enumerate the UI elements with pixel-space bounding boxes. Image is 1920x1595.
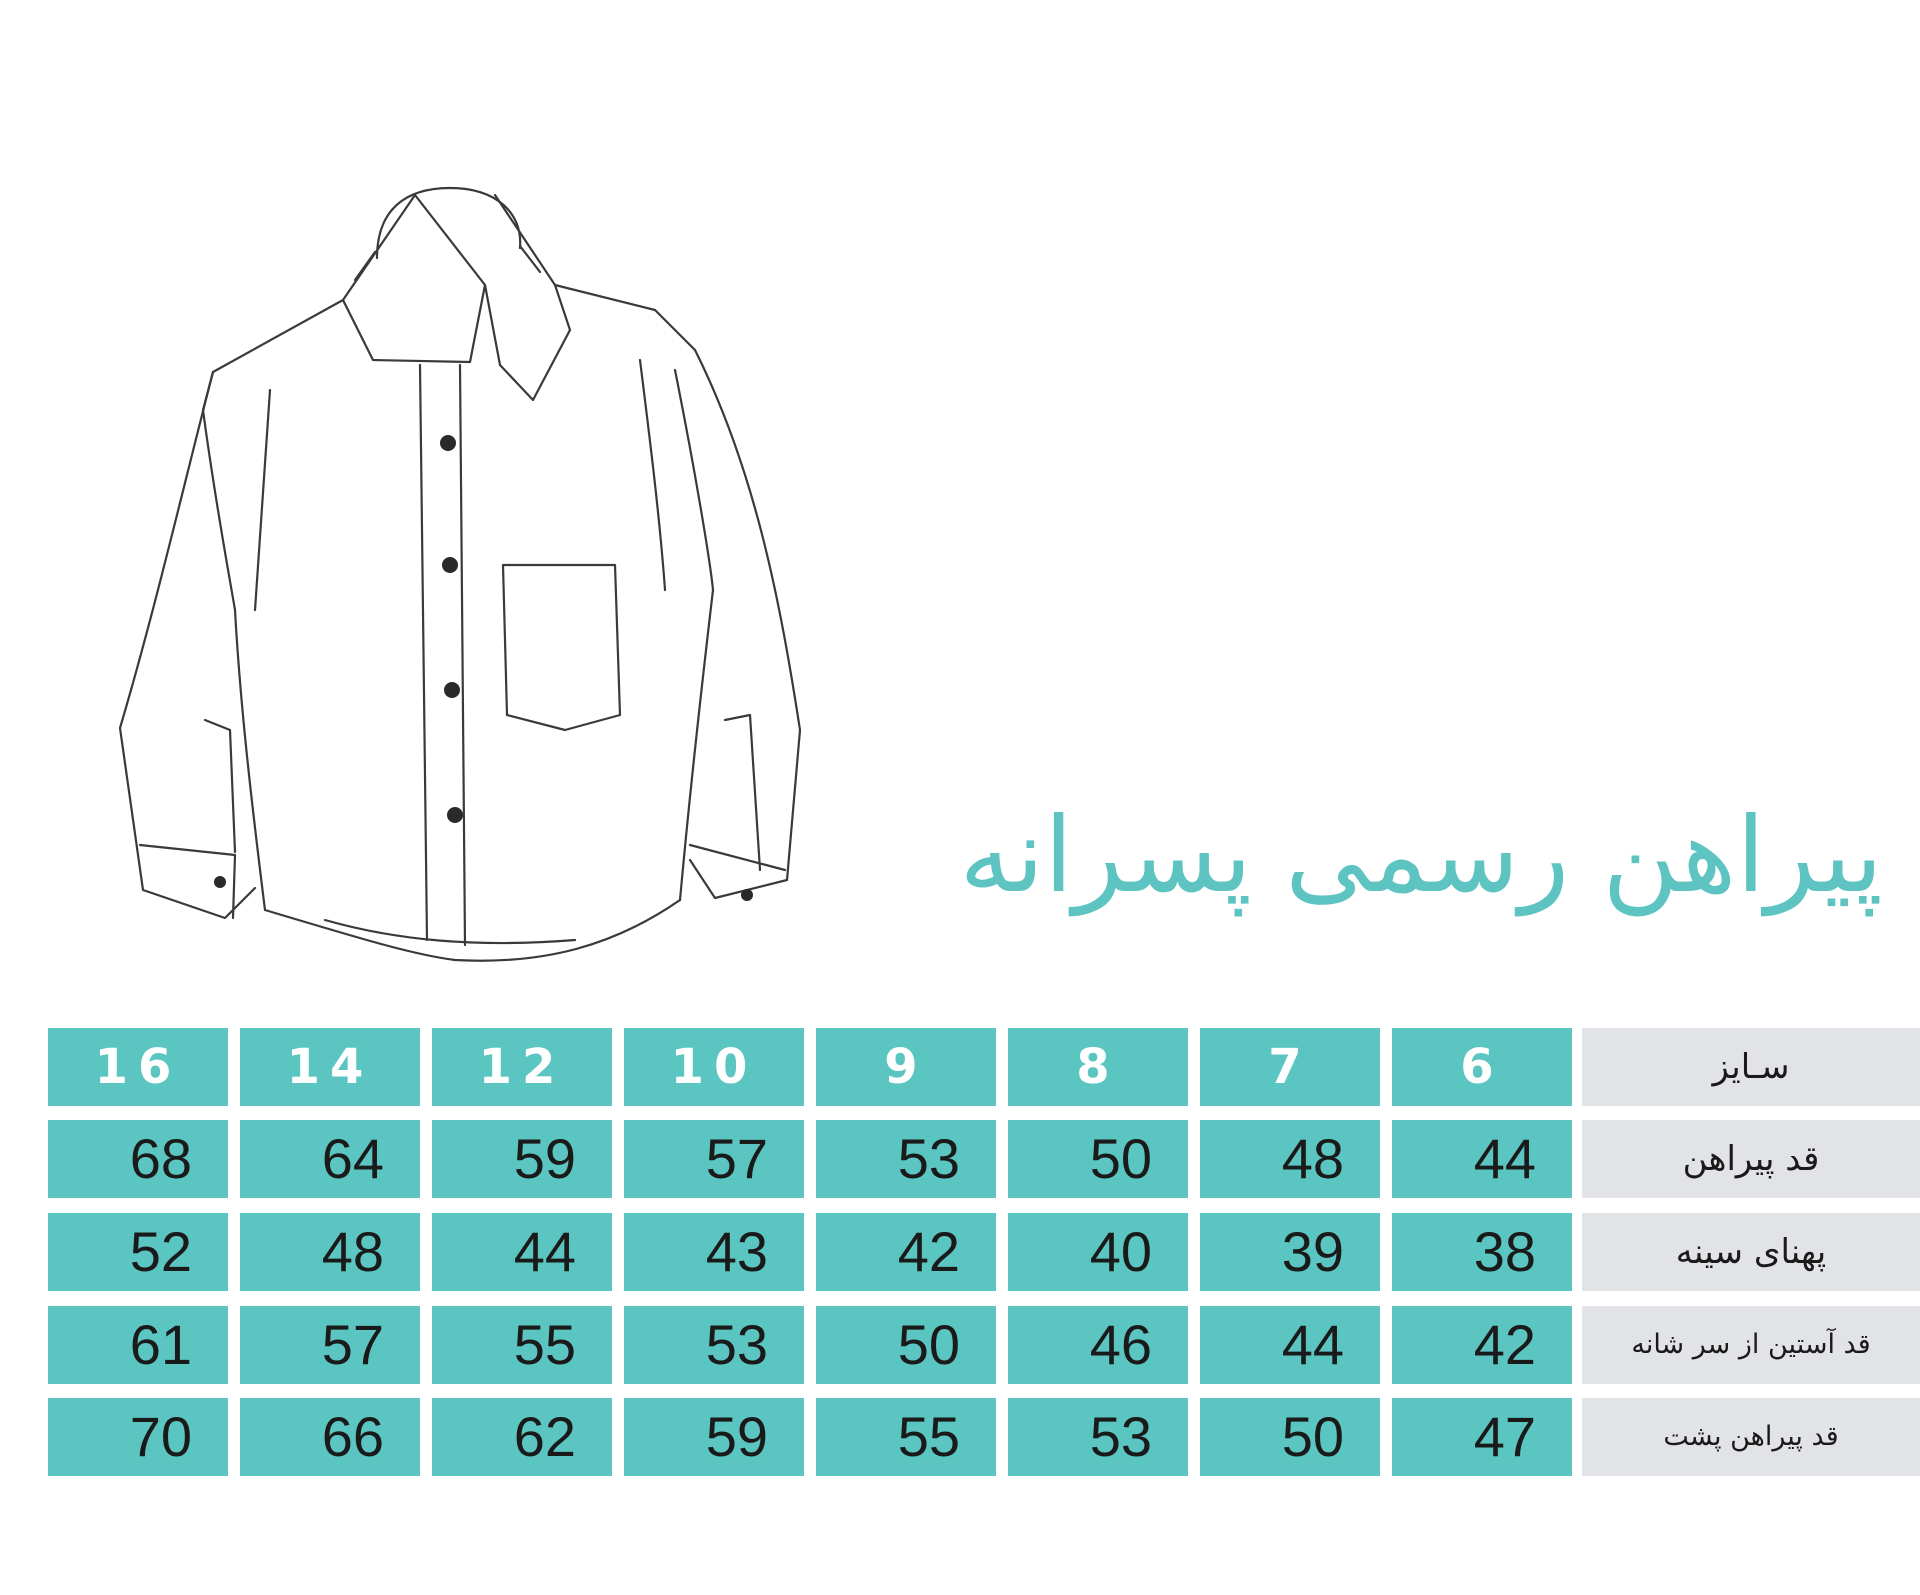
row-label: قد آستین از سر شانه [1582, 1306, 1920, 1384]
measurement-cell: 47 [1392, 1398, 1572, 1476]
row-label: قد پیراهن [1582, 1120, 1920, 1198]
measurement-cell: 61 [48, 1306, 228, 1384]
measurement-cell: 44 [432, 1213, 612, 1291]
measurement-cell: 57 [624, 1120, 804, 1198]
measurement-cell: 48 [240, 1213, 420, 1291]
row-label: قد پیراهن پشت [1582, 1398, 1920, 1476]
measurement-cell: 42 [816, 1213, 996, 1291]
measurement-cell: 44 [1200, 1306, 1380, 1384]
measurement-cell: 59 [624, 1398, 804, 1476]
size-header-cell: 14 [240, 1028, 420, 1106]
measurement-cell: 68 [48, 1120, 228, 1198]
size-header-cell: 7 [1200, 1028, 1380, 1106]
measurement-cell: 53 [816, 1120, 996, 1198]
measurement-cell: 55 [816, 1398, 996, 1476]
measurement-cell: 66 [240, 1398, 420, 1476]
measurement-cell: 48 [1200, 1120, 1380, 1198]
measurement-cell: 40 [1008, 1213, 1188, 1291]
size-header-cell: 9 [816, 1028, 996, 1106]
row-label: پهنای سینه [1582, 1213, 1920, 1291]
measurement-cell: 70 [48, 1398, 228, 1476]
measurement-cell: 50 [816, 1306, 996, 1384]
measurement-cell: 55 [432, 1306, 612, 1384]
measurement-cell: 53 [1008, 1398, 1188, 1476]
page-title: پیراهن رسمی پسرانه [959, 794, 1883, 916]
measurement-cell: 38 [1392, 1213, 1572, 1291]
measurement-cell: 44 [1392, 1120, 1572, 1198]
size-header-cell: 8 [1008, 1028, 1188, 1106]
measurement-cell: 62 [432, 1398, 612, 1476]
shirt-illustration [115, 140, 805, 980]
measurement-cell: 52 [48, 1213, 228, 1291]
measurement-cell: 39 [1200, 1213, 1380, 1291]
measurement-cell: 50 [1200, 1398, 1380, 1476]
measurement-cell: 57 [240, 1306, 420, 1384]
measurement-cell: 53 [624, 1306, 804, 1384]
measurement-cell: 42 [1392, 1306, 1572, 1384]
measurement-cell: 50 [1008, 1120, 1188, 1198]
row-label: سـایز [1582, 1028, 1920, 1106]
measurement-cell: 64 [240, 1120, 420, 1198]
measurement-cell: 59 [432, 1120, 612, 1198]
measurement-cell: 43 [624, 1213, 804, 1291]
size-header-cell: 10 [624, 1028, 804, 1106]
size-header-cell: 12 [432, 1028, 612, 1106]
size-header-cell: 6 [1392, 1028, 1572, 1106]
measurement-cell: 46 [1008, 1306, 1188, 1384]
size-header-cell: 16 [48, 1028, 228, 1106]
